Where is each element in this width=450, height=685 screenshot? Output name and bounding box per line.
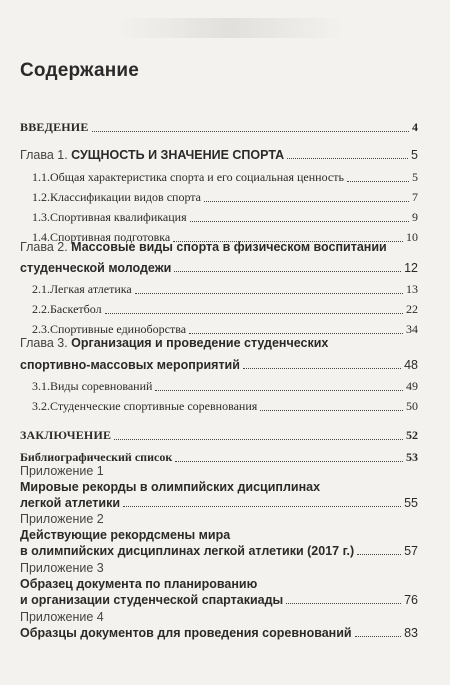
toc-label: [20, 148, 284, 162]
toc-entry-appendix-2[interactable]: [20, 544, 418, 558]
dot-leader: [190, 221, 409, 222]
toc-page-number: 4: [412, 120, 418, 134]
dot-leader: [92, 131, 409, 132]
toc-entry-appendix-1[interactable]: [20, 496, 418, 510]
toc-entry-chapter-2[interactable]: [20, 261, 418, 275]
toc-entry-3-1[interactable]: [20, 379, 418, 394]
section-number: 2.1.: [32, 282, 50, 296]
toc-entry-appendix-3[interactable]: [20, 593, 418, 607]
toc-page-number: 12: [404, 261, 418, 275]
dot-leader: [174, 271, 401, 272]
dot-leader: [123, 506, 401, 507]
dot-leader: [347, 181, 409, 182]
toc-page-number: 5: [412, 170, 418, 184]
appendix-1-title-line1[interactable]: Мировые рекорды в олимпийских дисциплинах: [20, 480, 321, 494]
toc-entry-2-1[interactable]: [20, 282, 418, 297]
toc-page-number: 5: [411, 148, 418, 162]
toc-label: Классификации видов спорта: [50, 190, 201, 204]
toc-page-number: 7: [412, 190, 418, 204]
toc-page-number: 10: [406, 230, 418, 244]
toc-label: Виды соревнований: [50, 379, 153, 393]
section-number: 1.1.: [32, 170, 50, 184]
chapter-title: СУЩНОСТЬ И ЗНАЧЕНИЕ СПОРТА: [71, 148, 285, 162]
section-number: 2.2.: [32, 302, 50, 316]
appendix-3-title-line2: и организации студенческой спартакиады: [20, 593, 284, 607]
toc-entry-chapter-2-line1[interactable]: [20, 240, 387, 254]
chapter-title-line1: Организация и проведение студенческих: [71, 336, 329, 350]
toc-entry-chapter-3-line1[interactable]: [20, 336, 328, 350]
section-number: 1.2.: [32, 190, 50, 204]
toc-label: Баскетбол: [50, 302, 102, 316]
toc-page-number: 76: [404, 593, 418, 607]
appendix-3-heading: Приложение 3: [20, 561, 104, 575]
toc-entry-2-2[interactable]: [20, 302, 418, 317]
chapter-prefix: Глава 2.: [20, 240, 72, 254]
appendix-2-title-line2: в олимпийских дисциплинах легкой атлетики (2017 г.): [20, 544, 355, 558]
toc-label: Спортивные единоборства: [50, 322, 187, 336]
toc-page-number: 57: [404, 544, 418, 558]
toc-page-number: 52: [406, 428, 418, 442]
section-number: 1.4.: [32, 230, 50, 244]
toc-label: Студенческие спортивные соревнования: [50, 399, 258, 413]
toc-entry-chapter-3[interactable]: [20, 358, 418, 372]
toc-label: ВВЕДЕНИЕ: [20, 120, 89, 134]
dot-leader: [287, 158, 408, 159]
toc-entry-intro[interactable]: [20, 120, 418, 135]
chapter-title-line1: Массовые виды спорта в физическом воспитании: [71, 240, 387, 254]
toc-entry-conclusion[interactable]: [20, 428, 418, 443]
page-title: Содержание: [20, 60, 140, 81]
dot-leader: [355, 636, 401, 637]
toc-page-number: 22: [406, 302, 418, 316]
toc-page-number: 49: [406, 379, 418, 393]
appendix-2-heading: Приложение 2: [20, 512, 104, 526]
faded-header-bleed: [115, 18, 345, 38]
toc-entry-bibliography[interactable]: [20, 450, 418, 465]
toc-entry-3-2[interactable]: [20, 399, 418, 414]
dot-leader: [175, 461, 403, 462]
toc-page-number: 55: [404, 496, 418, 510]
appendix-1-heading: Приложение 1: [20, 464, 104, 478]
dot-leader: [260, 410, 403, 411]
appendix-3-title-line1[interactable]: Образец документа по планированию: [20, 577, 258, 591]
appendix-1-title-line2: легкой атлетики: [20, 496, 121, 510]
section-number: 2.3.: [32, 322, 50, 336]
dot-leader: [105, 313, 403, 314]
dot-leader: [204, 201, 409, 202]
dot-leader: [286, 603, 401, 604]
toc-label: ЗАКЛЮЧЕНИЕ: [20, 428, 112, 442]
toc-entry-1-2[interactable]: [20, 190, 418, 205]
toc-entry-2-3[interactable]: [20, 322, 418, 337]
dot-leader: [189, 333, 403, 334]
toc-entry-chapter-1[interactable]: [20, 148, 418, 162]
toc-entry-1-1[interactable]: [20, 170, 418, 185]
toc-label: Легкая атлетика: [50, 282, 132, 296]
section-number: 1.3.: [32, 210, 50, 224]
toc-entry-appendix-4[interactable]: [20, 626, 418, 640]
dot-leader: [135, 293, 403, 294]
appendix-4-heading: Приложение 4: [20, 610, 104, 624]
toc-label: Библиографический список: [20, 450, 173, 464]
appendix-4-title: Образцы документов для проведения соревнований: [20, 626, 352, 640]
toc-page-number: 13: [406, 282, 418, 296]
dot-leader: [114, 439, 403, 440]
toc-page-number: 53: [406, 450, 418, 464]
toc-page-number: 48: [404, 358, 418, 372]
toc-page-number: 34: [406, 322, 418, 336]
toc-page-number: 50: [406, 399, 418, 413]
chapter-title-line2: студенческой молодежи: [20, 261, 172, 275]
toc-entry-1-3[interactable]: [20, 210, 418, 225]
toc-page-number: 83: [404, 626, 418, 640]
toc-label: Общая характеристика спорта и его социальная ценность: [50, 170, 344, 184]
toc-label: Спортивная подготовка: [50, 230, 171, 244]
toc-label: Спортивная квалификация: [50, 210, 187, 224]
appendix-2-title-line1[interactable]: Действующие рекордсмены мира: [20, 528, 231, 542]
section-number: 3.1.: [32, 379, 50, 393]
dot-leader: [357, 554, 401, 555]
chapter-prefix: Глава 3.: [20, 336, 72, 350]
dot-leader: [243, 368, 401, 369]
toc-page-number: 9: [412, 210, 418, 224]
section-number: 3.2.: [32, 399, 50, 413]
dot-leader: [155, 390, 403, 391]
chapter-prefix: Глава 1.: [20, 148, 72, 162]
chapter-title-line2: спортивно-массовых мероприятий: [20, 358, 240, 372]
